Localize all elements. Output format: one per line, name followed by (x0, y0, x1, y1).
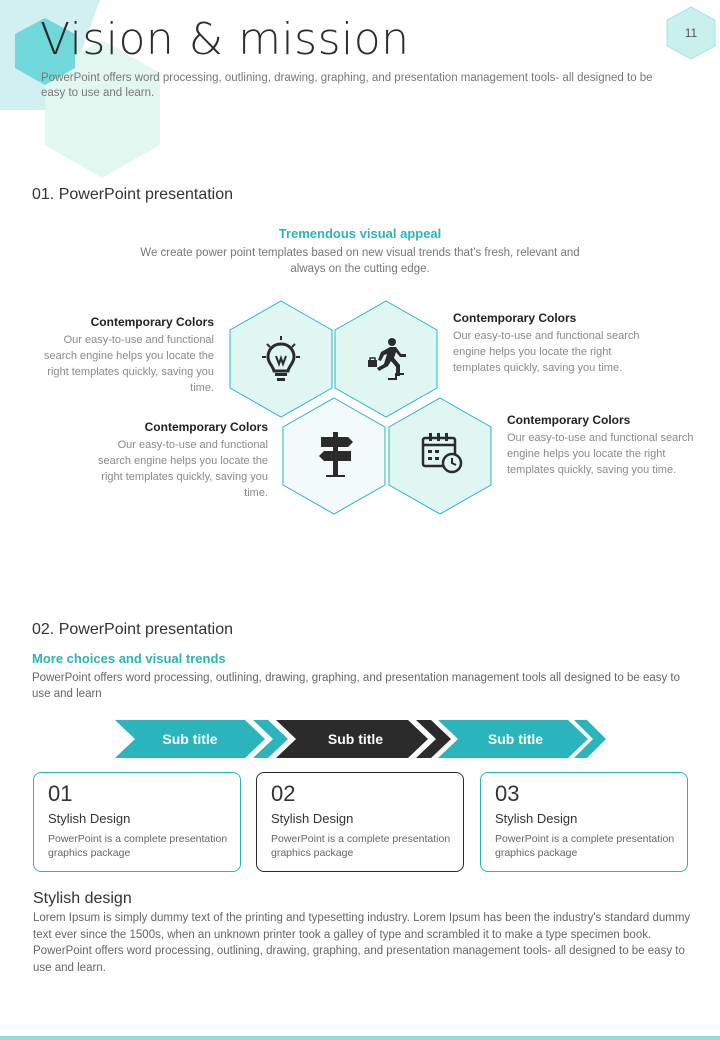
footer-divider (0, 1036, 720, 1040)
card-body: PowerPoint is a complete presentation graphics package (48, 833, 228, 859)
card-number: 02 (271, 781, 296, 806)
hex-item-body: Our easy-to-use and functional search engine helps you locate the right templates quickly, saving you time. (43, 334, 214, 394)
card-number: 01 (48, 781, 73, 806)
section2-description: PowerPoint offers word processing, outlining, drawing, graphing, and presentation management tools all designed to be easy to use and learn (32, 672, 681, 700)
card-title: Stylish Design (48, 811, 131, 826)
card-body: PowerPoint is a complete presentation graphics package (271, 833, 451, 859)
section3-heading: Stylish design (33, 890, 132, 907)
card-body: PowerPoint is a complete presentation graphics package (495, 833, 675, 859)
lightbulb-icon (259, 336, 303, 382)
section1-heading: 01. PowerPoint presentation (32, 186, 234, 203)
feature-card-3 (480, 772, 688, 872)
hex-item-body: Our easy-to-use and functional search engine helps you locate the right templates quickly, saving you time. (507, 432, 694, 476)
hex-item-1 (30, 315, 214, 396)
hex-item-title: Contemporary Colors (507, 413, 631, 427)
hex-item-2 (453, 311, 643, 376)
section1-subheading: Tremendous visual appeal (278, 226, 442, 241)
hex-item-title: Contemporary Colors (144, 420, 268, 434)
section2-heading: 02. PowerPoint presentation (32, 621, 234, 638)
card-title: Stylish Design (495, 811, 578, 826)
hex-item-body: Our easy-to-use and functional search engine helps you locate the right templates quickly, saving you time. (97, 439, 268, 499)
page-number: 11 (684, 26, 698, 40)
section3-body: Lorem Ipsum is simply dummy text of the printing and typesetting industry. Lorem Ipsum has been the industry's standard dummy text ever since the 1500s, when an unknown printer took a galley of type and scrambled it to make a type specimen book. PowerPoint offers word processing, outlining, drawing, graphing, and presentation management tools- all designed to be easy to use and learn. (33, 912, 691, 974)
hex-item-title: Contemporary Colors (453, 311, 577, 325)
card-number: 03 (495, 781, 520, 806)
section2-subheading: More choices and visual trends (32, 651, 226, 666)
page-intro: PowerPoint offers word processing, outlining, drawing, graphing, and presentation management tools- all designed to be easy to use and learn. (41, 72, 653, 99)
feature-card-1 (33, 772, 241, 872)
hex-item-4 (507, 413, 697, 478)
chevron-label-3: Sub title (487, 731, 544, 747)
running-man-icon (366, 336, 410, 380)
section1-description: We create power point templates based on new visual trends that’s fresh, relevant and always on the cutting edge. (140, 247, 580, 275)
hex-item-3 (84, 420, 268, 501)
hex-item-title: Contemporary Colors (90, 315, 214, 329)
chevron-label-1: Sub title (162, 731, 218, 747)
chevron-label-2: Sub title (327, 731, 384, 747)
signpost-icon (316, 431, 356, 477)
page-title: Vision & mission (40, 14, 410, 65)
calendar-clock-icon (420, 432, 464, 474)
feature-card-2 (256, 772, 464, 872)
page-number-badge (666, 6, 716, 60)
card-title: Stylish Design (271, 811, 354, 826)
hex-item-body: Our easy-to-use and functional search engine helps you locate the right templates quickly, saving you time. (453, 330, 640, 374)
